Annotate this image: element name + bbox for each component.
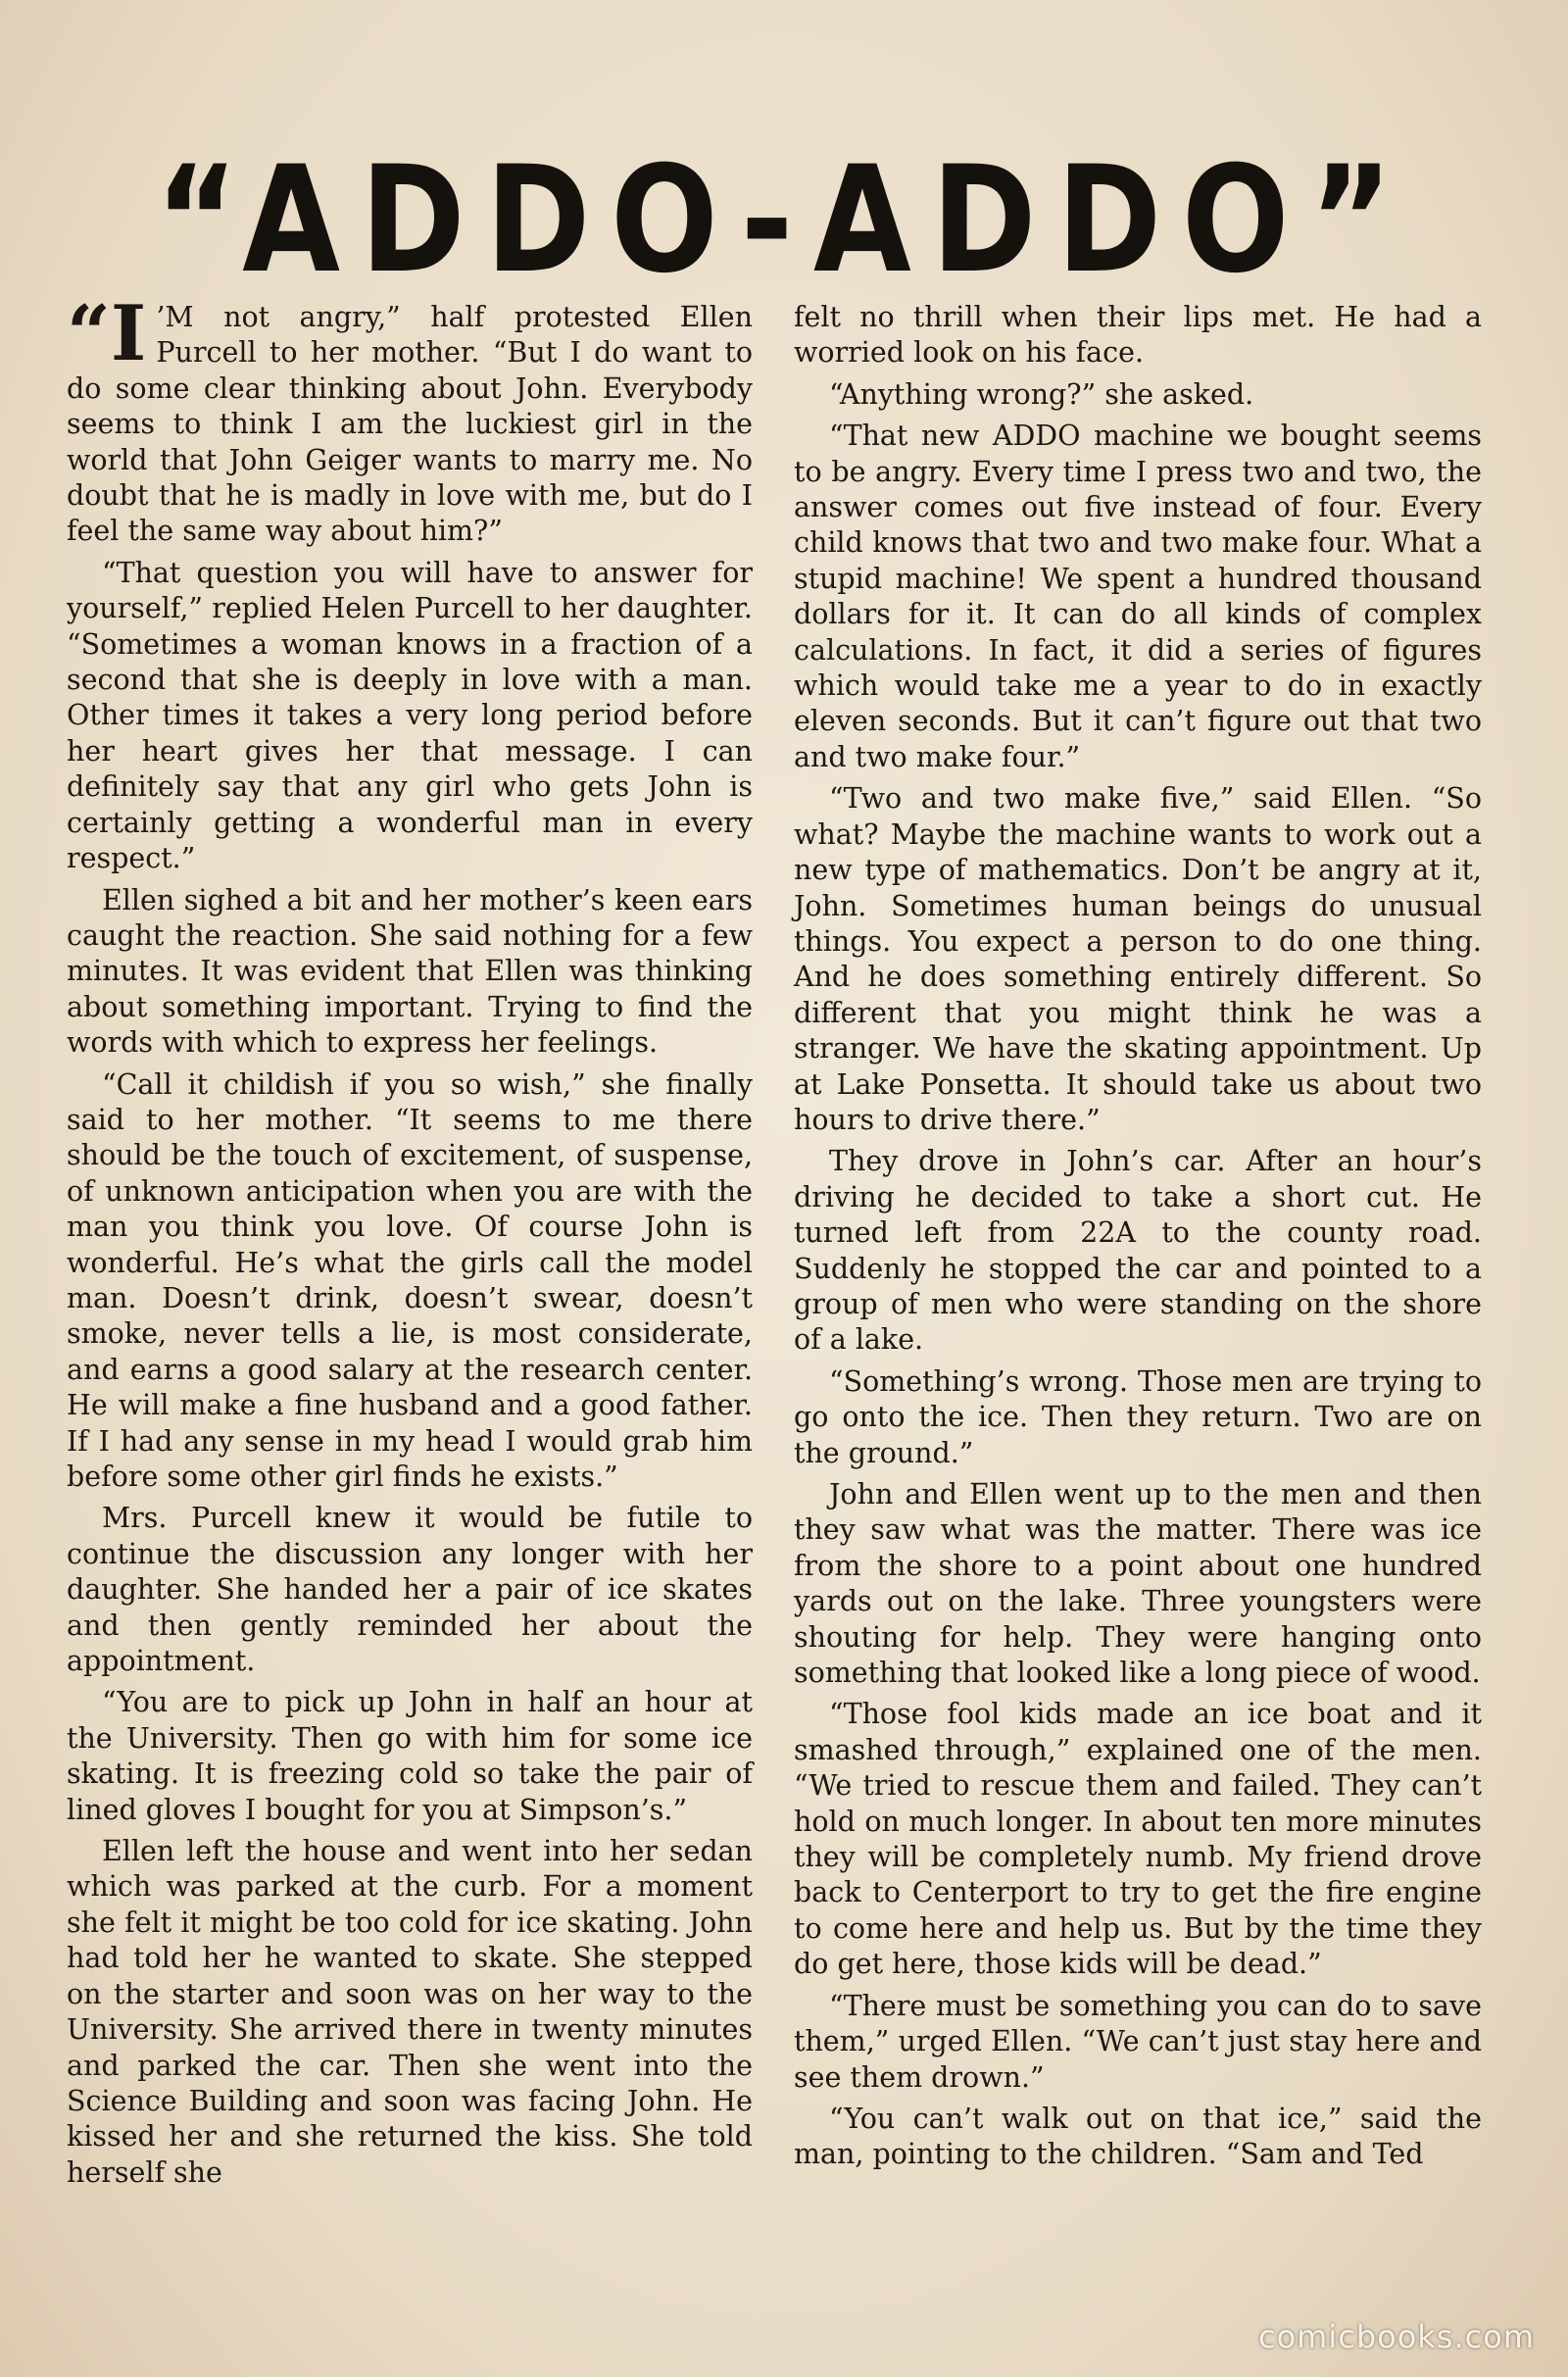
drop-cap: “I xyxy=(67,289,147,378)
left-column xyxy=(67,289,753,2197)
paragraph: “Anything wrong?” she asked. xyxy=(829,377,1254,411)
story-title: “ADDO-ADDO” xyxy=(155,135,1413,306)
paragraph: “Those fool kids made an ice boat and it smashed through,” explained one of the men. “We tried to rescue them and failed. They can’t hold on much longer. In about ten more minutes they will be completely numb. My friend drove back to Centerport to try to get the fire engine to come here and help us. But by the time they do get here, those kids will be dead.” xyxy=(794,1698,1482,1981)
paragraph: “I ’M not angry,” half protested Ellen Purcell to her mother. “But I do want to do some clear thinking about John. Everybody seems to think I am the luckiest girl in the world that John Geiger wants to marry me. No doubt that he is madly in love with me, but do I feel the same way about him?” xyxy=(67,289,753,548)
paragraph: Mrs. Purcell knew it would be futile to continue the discussion any longer with her daughter. She handed her a pair of ice skates and then gently reminded her about the appointment. xyxy=(67,1502,753,1678)
watermark: comicbooks.com xyxy=(1257,2318,1535,2355)
paragraph: “You can’t walk out on that ice,” said the man, pointing to the children. “Sam and Ted xyxy=(794,2102,1482,2171)
paragraph: They drove in John’s car. After an hour’s driving he decided to take a short cut. He turned left from 22A to the county road. Suddenly he stopped the car and pointed to a group of men who were standing on the shore of a lake. xyxy=(794,1145,1482,1357)
paragraph: “That question you will have to answer for yourself,” replied Helen Purcell to her daughter. “Sometimes a woman knows in a fraction of a second that she is deeply in love with a man. Other times it takes a very long period before her heart gives her that message. I can definitely say that any girl who gets John is certainly getting a wonderful man in every respect.” xyxy=(67,556,753,875)
paragraph: Ellen sighed a bit and her mother’s keen ears caught the reaction. She said nothing for a few minutes. It was evident that Ellen was thinking about something important. Trying to find the words with which to express her feelings. xyxy=(67,883,753,1060)
paragraph: “That new ADDO machine we bought seems to be angry. Every time I press two and two, the answer comes out five instead of four. Every child knows that two and two make four. What a stupid machine! We spent a hundred thousand dollars for it. It can do all kinds of complex calculations. In fact, it did a series of figures which would take me a year to do in exactly eleven seconds. But it can’t figure out that two and two make four.” xyxy=(794,420,1482,773)
paragraph: John and Ellen went up to the men and then they saw what was the matter. There was ice from the shore to a point about one hundred yards out on the lake. Three youngsters were shouting for help. They were hanging onto something that looked like a long piece of wood. xyxy=(794,1478,1482,1690)
paragraph: “Call it childish if you so wish,” she finally said to her mother. “It seems to me there should be the touch of excitement, of suspense, of unknown anticipation when you are with the man you think you love. Of course John is wonderful. He’s what the girls call the model man. Doesn’t drink, doesn’t swear, doesn’t smoke, never tells a lie, is most considerate, and earns a good salary at the research center. He will make a fine husband and a good father. If I had any sense in my head I would grab him before some other girl finds he exists.” xyxy=(67,1067,753,1493)
paragraph: “Two and two make five,” said Ellen. “So what? Maybe the machine wants to work out a new type of mathematics. Don’t be angry at it, John. Sometimes human beings do unusual things. You expect a person to do one thing. And he does something entirely different. So different that you might think he was a stranger. We have the skating appointment. Up at Lake Ponsetta. It should take us about two hours to drive there.” xyxy=(794,782,1482,1136)
right-column xyxy=(794,300,1482,2179)
paragraph: “There must be something you can do to save them,” urged Ellen. “We can’t just stay here and see them drown.” xyxy=(794,1989,1482,2094)
paragraph-continuation: felt no thrill when their lips met. He had a worried look on his face. xyxy=(794,301,1482,370)
paragraph: “You are to pick up John in half an hour at the University. Then go with him for some ice skating. It is freezing cold so take the pair of lined gloves I bought for you at Simpson’s.” xyxy=(67,1686,753,1826)
paragraph: Ellen left the house and went into her sedan which was parked at the curb. For a moment she felt it might be too cold for ice skating. John had told her he wanted to skate. She stepped on the starter and soon was on her way to the University. She arrived there in twenty minutes and parked the car. Then she went into the Science Building and soon was facing John. He kissed her and she returned the kiss. She told herself she xyxy=(67,1835,753,2189)
paragraph: “Something’s wrong. Those men are trying to go onto the ice. Then they return. Two are on the ground.” xyxy=(794,1364,1482,1469)
